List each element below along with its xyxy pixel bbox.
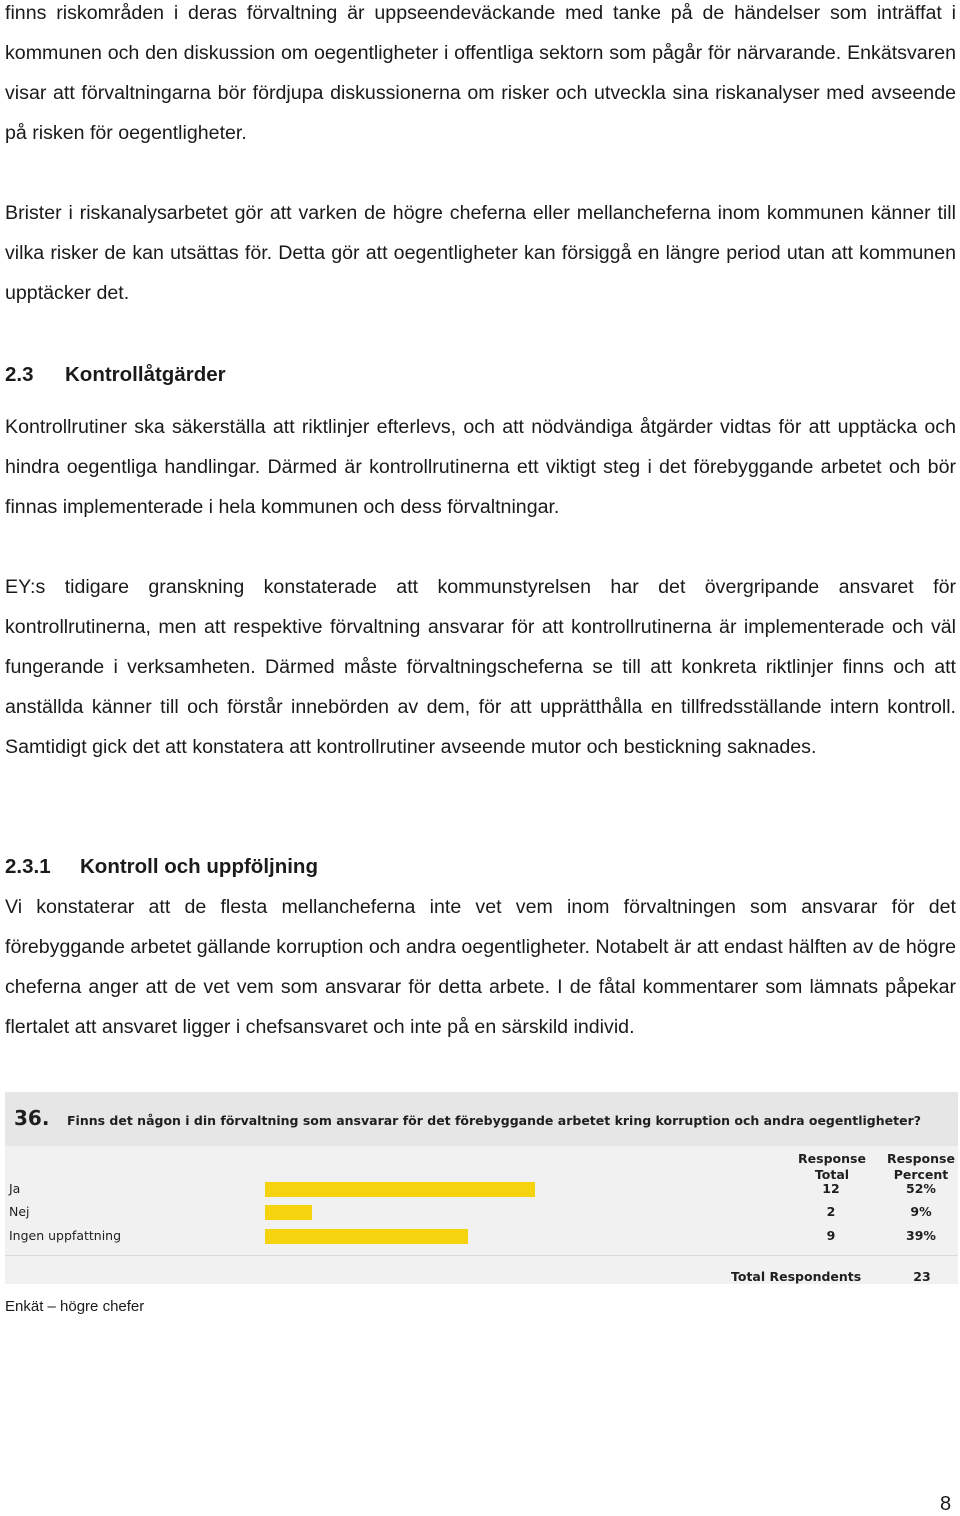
paragraph-risk-analysis-gaps: Brister i riskanalysarbetet gör att varken de högre cheferna eller mellancheferna inom kommunen känner till vilka risker de kan utsättas för. Detta gör att oegentligheter kan försiggå en längre period utan att kommunen upptäcker det. — [5, 202, 956, 304]
response-percent-value: 52% — [906, 1181, 936, 1196]
subsection-title: Kontroll och uppföljning — [80, 855, 318, 878]
survey-result-chart — [5, 1092, 958, 1284]
question-text: Finns det någon i din förvaltning som ansvarar för det förebyggande arbetet kring korruption och andra oegentligheter? — [67, 1113, 921, 1128]
question-number: 36. — [14, 1106, 50, 1130]
paragraph-risk-areas: finns riskområden i deras förvaltning är uppseendeväckande med tanke på de händelser som inträffat i kommunen och den diskussion om oegentligheter i offentliga sektorn som pågår för närvarande. Enkätsvaren visar att förvaltningarna bör fördjupa diskussionerna om risker och utveckla sina riskanalyser med avseende på risken för oegentligheter. — [5, 2, 956, 144]
divider — [5, 1255, 958, 1256]
total-respondents-label: Total Respondents — [731, 1269, 862, 1284]
column-header-response-percent: Response Percent — [887, 1151, 955, 1182]
total-respondents-value: 23 — [913, 1269, 931, 1284]
section-heading-kontrollatgarder — [5, 361, 226, 389]
response-total-value: 12 — [822, 1181, 840, 1196]
paragraph-control-routines: Kontrollrutiner ska säkerställa att riktlinjer efterlevs, och att nödvändiga åtgärder vidtas för att upptäcka och hindra oegentliga handlingar. Därmed är kontrollrutinerna ett viktigt steg i det förebyggande arbetet och bör finnas implementerade i hela kommunen och dess förvaltningar. — [5, 416, 956, 518]
section-number: 2.3 — [5, 363, 34, 386]
row-label: Nej — [9, 1204, 30, 1219]
subsection-heading-kontroll-och-uppfoljning — [5, 853, 318, 881]
response-bar — [265, 1182, 535, 1197]
survey-question-header — [5, 1092, 958, 1146]
response-total-value: 2 — [826, 1204, 836, 1219]
response-bar — [265, 1229, 468, 1244]
response-bar — [265, 1205, 312, 1220]
paragraph-ey-review: EY:s tidigare granskning konstaterade att kommunstyrelsen har det övergripande ansvaret för kontrollrutinerna, men att respektive förvaltning ansvarar för att kontrollrutinerna är implementerade och väl fungerande i verksamheten. Därmed måste förvaltningscheferna se till att konkreta riktlinjer finns och att anställda känner till och förstår innebörden av dem, för att upprätthålla en tillfredsställande intern kontroll. Samtidigt gick det att konstatera att kontrollrutiner avseende mutor och bestickning saknades. — [5, 576, 956, 758]
row-label: Ja — [9, 1181, 21, 1196]
paragraph-responsibility-findings: Vi konstaterar att de flesta mellancheferna inte vet vem inom förvaltningen som ansvarar för det förebyggande arbetet gällande korruption och andra oegentligheter. Notabelt är att endast hälften av de högre cheferna anger att de vet vem som ansvarar för detta arbete. I de fåtal kommentarer som lämnats påpekar flertalet att ansvaret ligger i chefsansvaret och inte på en särskild individ. — [5, 896, 956, 1038]
figure-caption: Enkät – högre chefer — [5, 1298, 145, 1315]
page-number: 8 — [940, 1493, 952, 1515]
section-title: Kontrollåtgärder — [65, 363, 226, 386]
column-header-response-total: Response Total — [798, 1151, 866, 1182]
response-percent-value: 9% — [910, 1204, 932, 1219]
response-total-value: 9 — [826, 1228, 836, 1243]
response-percent-value: 39% — [906, 1228, 936, 1243]
subsection-number: 2.3.1 — [5, 855, 51, 878]
row-label: Ingen uppfattning — [9, 1228, 122, 1243]
